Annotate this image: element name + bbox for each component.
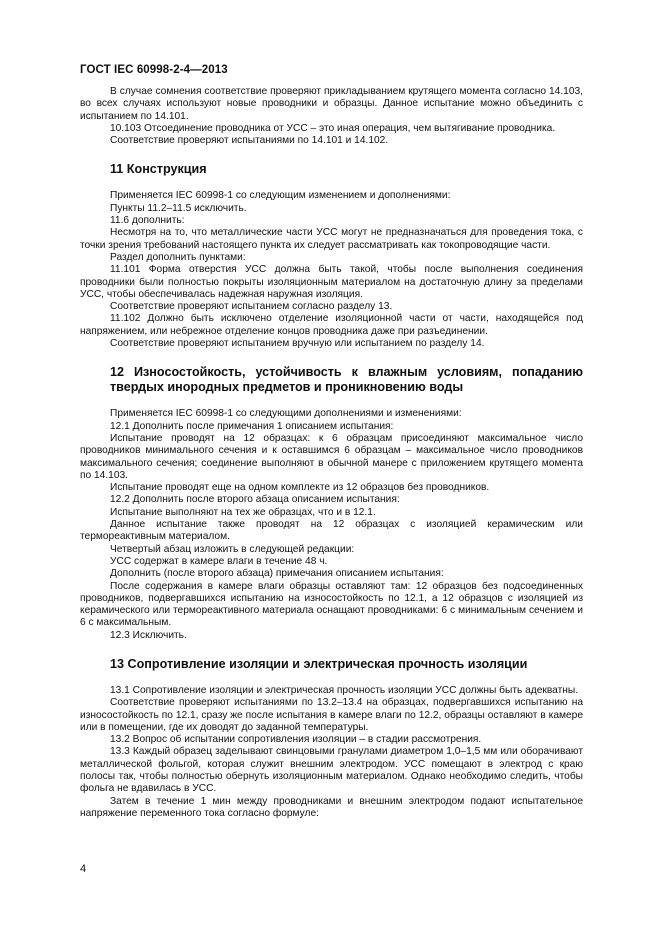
paragraph: 13.3 Каждый образец заделывают свинцовыми гранулами диаметром 1,0–1,5 мм или оборачивают металлической фольгой, которая служит внешним электродом. УСС помещают в электрод с краю полосы так, чтобы полностью обернуть изоляционным материалом. Однако необходимо следить, чтобы фольга не вдавилась в УСС. [80,746,583,795]
paragraph: Данное испытание также проводят на 12 образцах с изоляцией керамическим или термореактивным материалом. [80,519,583,543]
paragraph: 11.102 Должно быть исключено отделение изоляционной части от части, находящейся под напряжением, или небрежное отделение концов проводника даже при разъединении. [80,313,583,337]
paragraph: УСС содержат в камере влаги в течение 48 ч. [110,555,328,567]
paragraph: Соответствие проверяют испытанием согласно разделу 13. [110,301,393,313]
page-header: ГОСТ IEC 60998-2-4—2013 [80,64,228,76]
paragraph: Испытание проводят на 12 образцах: к 6 образцам присоединяют максимальное число проводников минимального сечения и к оставшимся 6 образцам – максимальное число проводников максимального сечения; соединение выполняют в обычной манере с приложением крутящего момента по 14.103. [80,432,583,481]
paragraph: Затем в течение 1 мин между проводниками и внешним электродом подают испытательное напряжение переменного тока согласно формуле: [80,795,583,819]
paragraph: Четвертый абзац изложить в следующей редакции: [110,543,355,555]
paragraph: Применяется IEC 60998-1 со следующими дополнениями и изменениями: [110,408,462,420]
document-body [80,86,583,820]
paragraph: 12.2 Дополнить после второго абзаца описанием испытания: [110,494,400,506]
paragraph: В случае сомнения соответствие проверяют прикладыванием крутящего момента согласно 14.103, во всех случаях используют новые проводники и образцы. Данное испытание можно объединить с испытанием по 14.101. [80,86,583,122]
section-heading-11: 11 Конструкция [110,162,207,177]
paragraph: Соответствие проверяют испытанием вручную или испытанием по разделу 14. [110,338,485,350]
paragraph: 12.3 Исключить. [110,629,187,641]
paragraph: Несмотря на то, что металлические части УСС могут не предназначаться для проведения тока, с точки зрения требований настоящего пункта их следует рассматривать как токопроводящие части. [80,227,583,251]
section-heading-13: 13 Сопротивление изоляции и электрическая прочность изоляции [110,656,528,671]
paragraph: Соответствие проверяют испытаниями по 13.2–13.4 на образцах, подвергавшихся испытанию на износостойкость по 12.1, сразу же после испытания в камере влаги по 12.2, образцы оставляют в камере или в помещении, где их доводят до заданной температуры. [80,697,583,733]
paragraph: 11.6 дополнить: [110,215,185,227]
paragraph: Применяется IEC 60998-1 со следующим изменением и дополнениями: [110,190,451,202]
paragraph: После содержания в камере влаги образцы оставляют там: 12 образцов без подсоединенных проводников, подвергавшихся испытанию на износостойкость по 12.1, а 12 образцов с изоляцией из керамического или термореактивного материала оснащают проводниками: 6 с минимальным сечением и 6 с максимальным. [80,580,583,629]
section-heading-12: 12 Износостойкость, устойчивость к влажным условиям, попаданию твердых инородных предметов и проникновению воды [110,365,583,395]
paragraph: 13.2 Вопрос об испытании сопротивления изоляции – в стадии рассмотрения. [110,734,482,746]
paragraph: Раздел дополнить пунктами: [110,251,246,263]
paragraph: Испытание проводят еще на одном комплекте из 12 образцов без проводников. [110,482,490,494]
paragraph: 11.101 Форма отверстия УСС должна быть такой, чтобы после выполнения соединения проводники были полностью покрыты изоляционным материалом на достаточную длину за пределами УСС, чтобы обеспечивалась надежная наружная изоляция. [80,264,583,300]
page-number: 4 [80,863,87,875]
paragraph: Соответствие проверяют испытаниями по 14.101 и 14.102. [110,135,389,147]
paragraph: Дополнить (после второго абзаца) примечания описанием испытания: [110,568,444,580]
paragraph: Испытание выполняют на тех же образцах, что и в 12.1. [110,506,376,518]
paragraph: Пункты 11.2–11.5 исключить. [110,202,247,214]
paragraph: 13.1 Сопротивление изоляции и электрическая прочность изоляции УСС должны быть адекватны. [110,684,579,696]
paragraph: 12.1 Дополнить после примечания 1 описанием испытания: [110,420,394,432]
paragraph: 10.103 Отсоединение проводника от УСС – это иная операция, чем вытягивание проводника. [110,122,556,134]
